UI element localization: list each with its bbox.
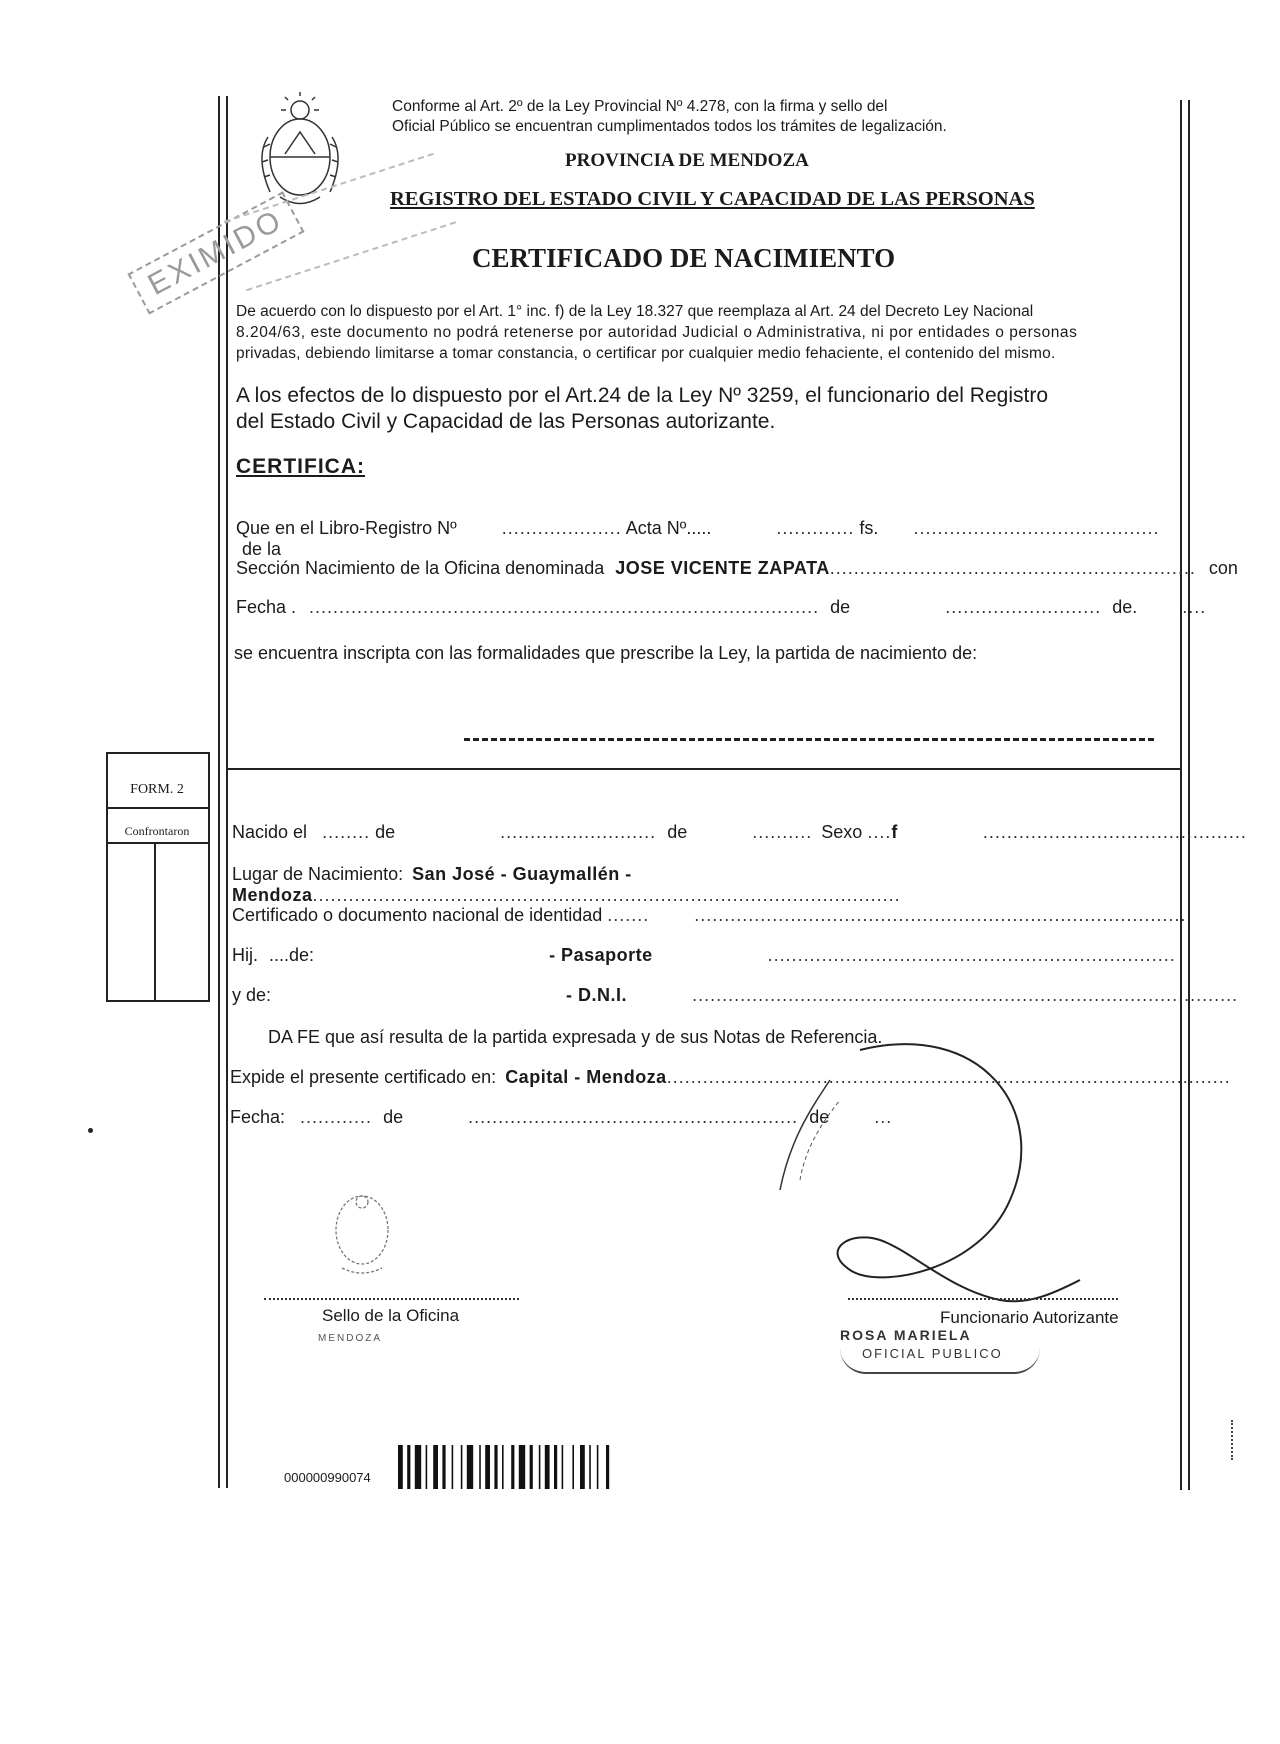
frame-left-outer bbox=[218, 96, 220, 1488]
fecha-label: Fecha . bbox=[236, 597, 297, 617]
expide-value: Capital - Mendoza bbox=[505, 1067, 667, 1087]
barcode-bar bbox=[407, 1445, 410, 1489]
con-label: con bbox=[1208, 558, 1238, 578]
scan-mark bbox=[88, 1128, 93, 1133]
intro-line-2: del Estado Civil y Capacidad de las Personas autorizante. bbox=[236, 410, 776, 433]
madre-row: y de: - D.N.I. ........................................................................................... bbox=[232, 985, 1239, 1005]
signature-drawing bbox=[760, 1030, 1090, 1335]
nacido-de-2: de bbox=[667, 822, 688, 842]
lugar-label: Lugar de Nacimiento: bbox=[232, 864, 404, 884]
barcode-bar bbox=[452, 1445, 454, 1489]
barcode-bar bbox=[606, 1445, 609, 1489]
fecha-expedicion-de-1: de bbox=[383, 1107, 404, 1127]
scan-mark bbox=[1231, 1420, 1236, 1460]
de-la-label: de la bbox=[242, 539, 282, 559]
barcode-bar bbox=[461, 1445, 463, 1489]
fecha-row: Fecha . ..................................................................................... de .......................... de. .... bbox=[236, 597, 1207, 617]
barcode-bar bbox=[485, 1445, 490, 1489]
lugar-value: San José - Guaymallén - Mendoza bbox=[232, 864, 632, 905]
expide-label: Expide el presente certificado en: bbox=[230, 1067, 497, 1087]
barcode-bar bbox=[589, 1445, 591, 1489]
frame-right-inner bbox=[1188, 100, 1190, 1490]
lugar-row: Lugar de Nacimiento: San José - Guaymallén - Mendoza.................................................................................................. bbox=[232, 864, 901, 905]
fs-label: fs. bbox=[859, 518, 879, 538]
barcode bbox=[398, 1445, 678, 1489]
barcode-number: 000000990074 bbox=[284, 1470, 371, 1485]
seccion-row: Sección Nacimiento de la Oficina denominada JOSE VICENTE ZAPATA............................................................. con bbox=[236, 558, 1238, 578]
barcode-bar bbox=[562, 1445, 564, 1489]
barcode-bar bbox=[433, 1445, 438, 1489]
inscripta-text: se encuentra inscripta con las formalidades que prescribe la Ley, la partida de nacimiento de: bbox=[234, 643, 978, 663]
hij-label: Hij. bbox=[232, 945, 258, 965]
hijo-row: Hij. ....de: - Pasaporte .................................................................... bbox=[232, 945, 1176, 965]
documento-label: Certificado o documento nacional de identidad bbox=[232, 905, 603, 925]
barcode-bar bbox=[580, 1445, 585, 1489]
barcode-bar bbox=[572, 1445, 574, 1489]
form-box-column-divider bbox=[154, 842, 156, 1000]
registry-heading: REGISTRO DEL ESTADO CIVIL Y CAPACIDAD DE LAS PERSONAS bbox=[390, 188, 1035, 210]
barcode-bar bbox=[479, 1445, 481, 1489]
oficina-value: JOSE VICENTE ZAPATA bbox=[615, 558, 830, 578]
de-padre-label: ....de: bbox=[269, 945, 315, 965]
form-number: FORM. 2 bbox=[130, 782, 184, 797]
section-divider bbox=[228, 768, 1180, 770]
official-name: ROSA MARIELA bbox=[840, 1327, 972, 1343]
barcode-bar bbox=[415, 1445, 421, 1489]
barcode-bar bbox=[398, 1445, 403, 1489]
official-title: OFICIAL PUBLICO bbox=[862, 1346, 1003, 1361]
form-box-divider-1 bbox=[106, 807, 208, 809]
sello-dotted-line bbox=[264, 1298, 519, 1300]
y-de-label: y de: bbox=[232, 985, 272, 1005]
acta-label: Acta Nº..... bbox=[625, 518, 712, 538]
barcode-bar bbox=[597, 1445, 599, 1489]
seal-city: MENDOZA bbox=[318, 1333, 382, 1344]
barcode-bar bbox=[511, 1445, 514, 1489]
fecha-de-1: de bbox=[830, 597, 851, 617]
exemption-stamp: EXIMIDO bbox=[127, 191, 304, 314]
nacido-row: Nacido el ........ de .......................... de .......... Sexo ....f ............................................ bbox=[232, 822, 1247, 842]
legal-line-1: Conforme al Art. 2º de la Ley Provincial Nº 4.278, con la firma y sello del bbox=[392, 98, 888, 115]
notice-line-3: privadas, debiendo limitarse a tomar constancia, o certificar por cualquier medio fehaciente, el contenido del mismo. bbox=[236, 345, 1056, 362]
expide-row: Expide el presente certificado en: Capital - Mendoza.............................................................................................. bbox=[230, 1067, 1231, 1087]
sexo-value: f bbox=[891, 822, 898, 842]
barcode-bar bbox=[539, 1445, 541, 1489]
confrontaron-label: Confrontaron bbox=[124, 824, 190, 838]
barcode-bar bbox=[467, 1445, 473, 1489]
sello-label: Sello de la Oficina bbox=[322, 1306, 460, 1325]
barcode-bar bbox=[426, 1445, 428, 1489]
sexo-label: Sexo bbox=[821, 822, 863, 842]
frame-left-inner bbox=[226, 96, 228, 1488]
form-box-divider-2 bbox=[106, 842, 208, 844]
legal-line-2: Oficial Público se encuentran cumplimentados todos los trámites de legalización. bbox=[392, 118, 947, 135]
pasaporte-label: - Pasaporte bbox=[549, 945, 653, 965]
barcode-bar bbox=[554, 1445, 557, 1489]
frame-right-outer bbox=[1180, 100, 1182, 1490]
libro-registro-row: Que en el Libro-Registro Nº .................... Acta Nº..... ............. fs. ......................................... de la bbox=[236, 518, 1160, 559]
province-heading: PROVINCIA DE MENDOZA bbox=[565, 150, 809, 171]
name-dashed-line bbox=[464, 738, 1154, 741]
fecha-expedicion-label: Fecha: bbox=[230, 1107, 286, 1127]
office-seal bbox=[322, 1188, 402, 1283]
barcode-bar bbox=[519, 1445, 525, 1489]
intro-line-1: A los efectos de lo dispuesto por el Art.24 de la Ley Nº 3259, el funcionario del Registro bbox=[236, 384, 1048, 407]
barcode-bar bbox=[530, 1445, 533, 1489]
notice-line-2: 8.204/63, este documento no podrá retenerse por autoridad Judicial o Administrativa, ni por entidades o personas bbox=[236, 324, 1078, 341]
notice-line-1: De acuerdo con lo dispuesto por el Art. 1° inc. f) de la Ley 18.327 que reemplaza al Art. 24 del Decreto Ley Nacional bbox=[236, 303, 1034, 320]
dni-label: - D.N.I. bbox=[566, 985, 628, 1005]
da-fe-text: DA FE que así resulta de la partida expresada y de sus Notas de Referencia. bbox=[268, 1027, 883, 1047]
barcode-bar bbox=[502, 1445, 504, 1489]
fecha-expedicion-de-2: de bbox=[809, 1107, 830, 1127]
fecha-de-2: de. bbox=[1112, 597, 1138, 617]
funcionario-dotted-line bbox=[848, 1298, 1118, 1300]
barcode-bar bbox=[545, 1445, 550, 1489]
seccion-label: Sección Nacimiento de la Oficina denominada bbox=[236, 558, 605, 578]
documento-row: Certificado o documento nacional de identidad ....... .................................................................................. bbox=[232, 905, 1187, 925]
nacido-de-1: de bbox=[375, 822, 396, 842]
libro-label: Que en el Libro-Registro Nº bbox=[236, 518, 457, 538]
funcionario-label: Funcionario Autorizante bbox=[940, 1308, 1119, 1327]
fecha-expedicion-row: Fecha: ............ de ....................................................... de ... bbox=[230, 1107, 893, 1127]
nacido-label: Nacido el bbox=[232, 822, 308, 842]
official-stamp-arc bbox=[840, 1348, 1040, 1374]
page-title: CERTIFICADO DE NACIMIENTO bbox=[472, 243, 896, 273]
barcode-bar bbox=[442, 1445, 445, 1489]
barcode-bar bbox=[494, 1445, 497, 1489]
certifica-heading: CERTIFICA: bbox=[236, 455, 365, 478]
